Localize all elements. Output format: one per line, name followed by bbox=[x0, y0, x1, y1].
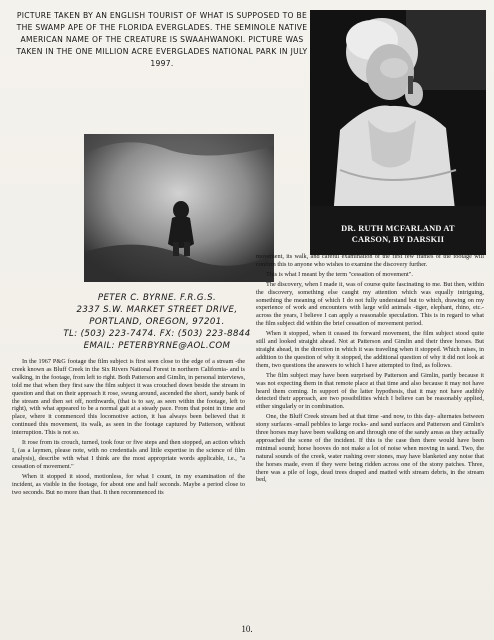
paragraph: When it stopped, when it ceased its forward movement, the film subject stood quite still and looked straight ahead. Not at Patterson and Gimlin and their three horses. But straight ahead, in the direction in which it was traveling when it stopped. Which raises, in addition to the question of why it stopped, the additional question of why it did not look at them, two questions the answers to which I have attempted to find, as follows. bbox=[256, 330, 484, 369]
paragraph: It rose from its crouch, turned, took four or five steps and then stopped, an action which I, (as a laymen, please note, with no credentials and little expertise in the science of film analysis), describe with what I think are the most appropriate words applicable, i.e., "a cessation of movement." bbox=[12, 439, 245, 470]
author-name: PETER C. BYRNE. F.R.G.S. bbox=[97, 293, 217, 303]
paragraph: When it stopped it stood, motionless, for what I count, in my examination of the incident, as visible in the footage, for about one and half seconds. Maybe a period close to two seconds. But no more than that. It then recommenced its bbox=[12, 472, 245, 496]
ruth-mcfarland-photo bbox=[310, 10, 486, 255]
woman-portrait-image bbox=[310, 10, 486, 255]
swamp-ape-photo bbox=[84, 134, 274, 282]
phone-fax: TL: (503) 223-7474. FX: (503) 223-8844 bbox=[63, 329, 251, 339]
paragraph: The discovery, when I made it, was of course quite fascinating to me. But then, within the discovery, something else caught my attention which was equally intriguing, something the meaning of which I do not fully understand but to which, drawing on my experience of work and encounters with large wild animals -tiger, elephant, rhino, etc.- across the years, I believe I can apply a reasonable speculation. This is in regard to what the film subject did within the brief cessation of movement period. bbox=[256, 280, 484, 328]
street-address: 2337 S.W. MARKET STREET DRIVE, bbox=[76, 305, 238, 315]
photo-caption-line2: CARSON, BY DARSKII bbox=[351, 235, 445, 244]
paragraph: One, the Bluff Creek stream bed at that time -and now, to this day- alternates between stony surfaces -small pebbles to large rocks- and sand surfaces and Patterson and Gimlin's three horses may have been walking on and through one of the sandy areas as they actually approached the scene of the incident. If this is the case then there would have been minimal sound; horse hooves do not make a lot of noise when moving in sand. Two, the natural sounds of the creek, water rushing over stones, may have blanketed any noise that the horses made, even if they were being ridden across one of the stony patches. Three, there was a pile of logs, dead trees draped and matted with stream debris, in the stream bed, bbox=[256, 413, 484, 484]
paragraph: In the 1967 P&G footage the film subject is first seen close to the edge of a stream -the creek known as Bluff Creek in the Six Rivers National Forest in northern California- and is walking, in the footage, from left to right. Both Patterson and Gimlin, in personal interviews, told me that when they first saw the film subject it was crouched down beside the stream in question and that on their approach it rose, swung around, ascended the short, sandy bank of the stream and then set off, northwards, (that is to say, as seen within the footage, left to right), with what appeared to be a normal gait at a steady pace. From that point in time and place, where it commenced this locomotive action, it has always been believed that it continued this movement, its walk, as seen in the footage captured by Patterson, without interruption. This is not so. bbox=[12, 358, 245, 437]
swamp-ape-caption: PICTURE TAKEN BY AN ENGLISH TOURIST OF WHAT IS SUPPOSED TO BE THE SWAMP APE OF THE FLORIDA EVERGLADES. THE SEMINOLE NATIVE AMERICAN NAME OF THE CREATURE IS SWAAHWANOKI. PICTURE WAS TAKEN IN THE ONE MILLION ACRE EVERGLADES NATIONAL PARK IN JULY 1997. bbox=[16, 11, 308, 68]
photo-caption-line1: DR. RUTH MCFARLAND AT bbox=[341, 224, 455, 233]
email-address: EMAIL: PETERBYRNE@AOL.COM bbox=[83, 341, 231, 351]
paragraph: movement, its walk, and careful examination of the first few frames of the footage will confirm this to anyone who wishes to examine the discovery further. bbox=[256, 253, 484, 268]
paragraph: This is what I meant by the term "cessation of movement". bbox=[266, 270, 413, 278]
page-number: 10. bbox=[241, 624, 253, 634]
photo-caption bbox=[310, 223, 486, 245]
article-column-right bbox=[256, 253, 484, 628]
article-column-left bbox=[12, 358, 245, 624]
blurry-creature-image bbox=[84, 134, 274, 282]
paragraph: The film subject may have been surprised by Patterson and Gimlin, partly because it was not expecting them in that remote place at that time and also because it may not have heard them coming. In support of the latter hypothesis, that it may not have audibly detected their approach, are two possibilities which I believe can be reasonably applied, either singularly or in combination. bbox=[256, 371, 484, 411]
city-address: PORTLAND, OREGON, 97201. bbox=[89, 317, 225, 327]
